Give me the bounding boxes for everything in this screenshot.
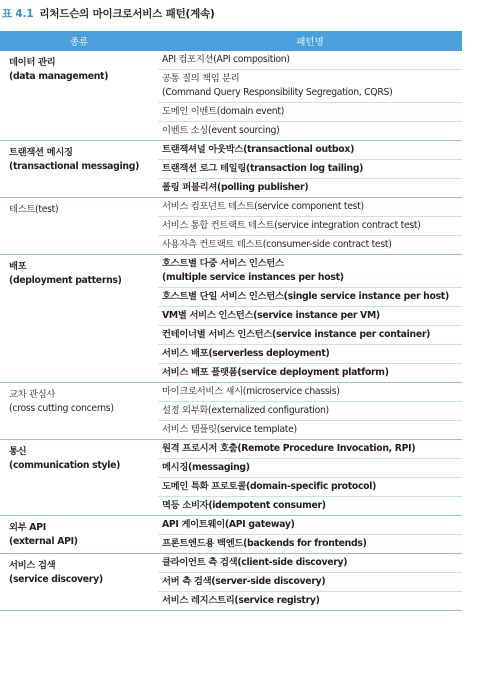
pattern-name: 컨테이너별 서비스 인스턴스(service instance per container) <box>162 329 431 340</box>
category-label: (cross cutting concerns) <box>9 403 114 414</box>
pattern-cell <box>158 255 462 288</box>
pattern-cell <box>158 307 462 326</box>
pattern-name: 도메인 이벤트(domain event) <box>162 106 285 117</box>
pattern-name: VM별 서비스 인스턴스(service instance per VM) <box>162 310 380 321</box>
category-cell <box>0 440 158 516</box>
table-row <box>0 383 462 402</box>
table-title: 리처드슨의 마이크로서비스 패턴(계속) <box>39 8 215 20</box>
pattern-cell <box>158 592 462 611</box>
category-label: 외부 API <box>9 522 46 533</box>
pattern-table <box>0 31 462 611</box>
table-caption <box>2 6 215 21</box>
category-label: 서비스 검색 <box>9 560 56 571</box>
category-label: 데이터 관리 <box>9 57 56 68</box>
table-row <box>0 516 462 535</box>
table-header-row <box>0 31 462 51</box>
category-cell <box>0 141 158 198</box>
pattern-name: 서비스 컴포넌트 테스트(service component test) <box>162 201 364 212</box>
table-row <box>0 554 462 573</box>
pattern-name: 호스트별 다중 서비스 인스턴스 <box>162 258 284 269</box>
category-label: 트랜잭션 메시징 <box>9 147 73 158</box>
category-label: 통신 <box>9 446 27 457</box>
pattern-name: 서버 측 검색(server-side discovery) <box>162 576 326 587</box>
pattern-cell <box>158 459 462 478</box>
pattern-name: 서비스 배포 플랫폼(service deployment platform) <box>162 367 389 378</box>
category-label: (transactional messaging) <box>9 161 140 172</box>
pattern-name: API 컴포지션(API composition) <box>162 54 290 65</box>
table-row <box>0 51 462 70</box>
pattern-cell <box>158 122 462 141</box>
pattern-name: 서비스 배포(serverless deployment) <box>162 348 330 359</box>
table-row <box>0 255 462 288</box>
pattern-name: 마이크로서비스 섀시(microservice chassis) <box>162 386 340 397</box>
pattern-name: 사용자측 컨트랙트 테스트(consumer-side contract test) <box>162 239 392 250</box>
pattern-cell <box>158 402 462 421</box>
pattern-name: API 게이트웨이(API gateway) <box>162 519 295 530</box>
table-number: 표 4.1 <box>2 8 34 20</box>
pattern-name: 멱등 소비자(idempotent consumer) <box>162 500 326 511</box>
pattern-name: 호스트별 단일 서비스 인스턴스(single service instance per host) <box>162 291 449 302</box>
pattern-name: 설정 외부화(externalized configuration) <box>162 405 329 416</box>
pattern-cell <box>158 160 462 179</box>
pattern-name: 트랜잭션 로그 테일링(transaction log tailing) <box>162 163 364 174</box>
category-cell <box>0 516 158 554</box>
category-label: (communication style) <box>9 460 121 471</box>
header-pattern: 패턴명 <box>158 31 462 51</box>
table-body <box>0 51 462 611</box>
pattern-name: 트랜잭셔널 아웃박스(transactional outbox) <box>162 144 355 155</box>
category-label: 배포 <box>9 261 27 272</box>
category-cell <box>0 255 158 383</box>
pattern-cell <box>158 326 462 345</box>
pattern-cell <box>158 236 462 255</box>
table-row <box>0 198 462 217</box>
category-label: (deployment patterns) <box>9 275 122 286</box>
pattern-cell <box>158 198 462 217</box>
pattern-cell <box>158 288 462 307</box>
pattern-cell <box>158 364 462 383</box>
category-label: (data management) <box>9 71 109 82</box>
pattern-cell <box>158 103 462 122</box>
category-label: 테스트(test) <box>9 204 59 215</box>
pattern-cell <box>158 573 462 592</box>
pattern-name: 도메인 특화 프로토콜(domain-specific protocol) <box>162 481 377 492</box>
pattern-name: 프론트엔드용 백엔드(backends for frontends) <box>162 538 367 549</box>
pattern-name: 이벤트 소싱(event sourcing) <box>162 125 280 136</box>
pattern-name: 폴링 퍼블리셔(polling publisher) <box>162 182 309 193</box>
pattern-name: 서비스 템플릿(service template) <box>162 424 297 435</box>
pattern-cell <box>158 51 462 70</box>
pattern-cell <box>158 497 462 516</box>
pattern-cell <box>158 421 462 440</box>
pattern-cell <box>158 179 462 198</box>
pattern-name: 서비스 통합 컨트랙트 테스트(service integration contract test) <box>162 220 421 231</box>
pattern-name: 메시징(messaging) <box>162 462 250 473</box>
pattern-cell <box>158 217 462 236</box>
pattern-name: 원격 프로시저 호출(Remote Procedure Invocation, RPI) <box>162 443 416 454</box>
category-cell <box>0 51 158 141</box>
pattern-name: (Command Query Responsibility Segregation, CQRS) <box>162 87 393 98</box>
category-label: (external API) <box>9 536 78 547</box>
pattern-cell <box>158 535 462 554</box>
pattern-name: 클라이언트 측 검색(client-side discovery) <box>162 557 348 568</box>
pattern-cell <box>158 554 462 573</box>
pattern-name: 공통 질의 책임 분리 <box>162 73 240 84</box>
pattern-name: (multiple service instances per host) <box>162 272 344 283</box>
pattern-cell <box>158 70 462 103</box>
category-cell <box>0 198 158 255</box>
pattern-cell <box>158 440 462 459</box>
category-cell <box>0 383 158 440</box>
category-cell <box>0 554 158 611</box>
table-row <box>0 141 462 160</box>
pattern-cell <box>158 383 462 402</box>
category-label: (service discovery) <box>9 574 103 585</box>
pattern-name: 서비스 레지스트리(service registry) <box>162 595 320 606</box>
pattern-cell <box>158 478 462 497</box>
category-label: 교차 관심사 <box>9 389 56 400</box>
pattern-cell <box>158 516 462 535</box>
table-row <box>0 440 462 459</box>
header-category: 종류 <box>0 31 158 51</box>
pattern-cell <box>158 345 462 364</box>
pattern-cell <box>158 141 462 160</box>
